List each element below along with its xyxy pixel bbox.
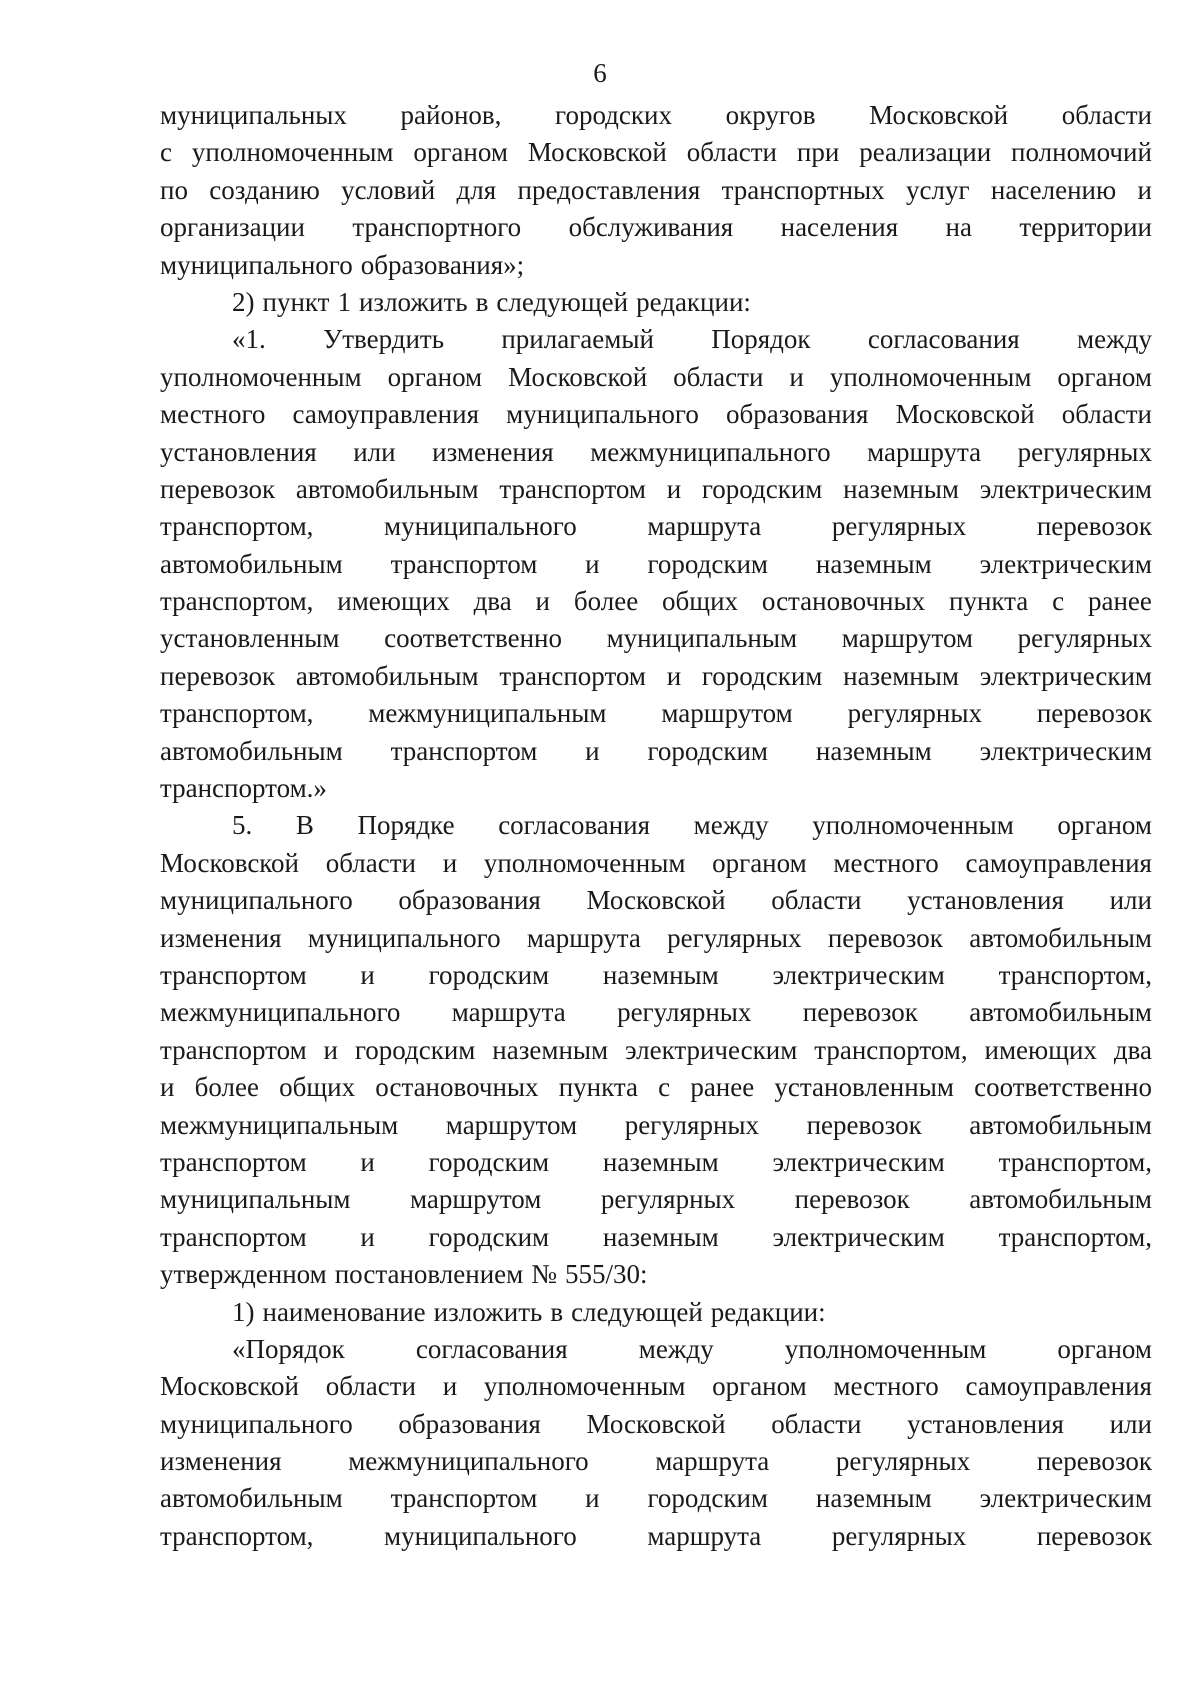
word: следующей — [496, 286, 629, 317]
word: изменения — [160, 922, 282, 953]
word: изложить — [358, 286, 468, 317]
text-line — [160, 807, 1152, 844]
word: уполномоченным — [784, 1333, 987, 1364]
word: в — [475, 286, 489, 317]
word: услуг — [906, 174, 970, 205]
word: городским — [647, 735, 769, 766]
word: пункта — [558, 1072, 638, 1103]
text-line — [160, 209, 1152, 246]
text-line — [160, 1443, 1152, 1480]
word: или — [1109, 885, 1152, 916]
word: области — [771, 885, 862, 916]
word: территории — [1019, 212, 1152, 243]
word: установленным — [774, 1072, 954, 1103]
word: маршрута — [647, 1520, 762, 1551]
text-line — [160, 733, 1152, 770]
word: электрическим — [979, 660, 1152, 691]
word: с — [1052, 586, 1065, 617]
word: Порядке — [357, 810, 455, 841]
word: межмуниципального — [348, 1446, 589, 1477]
word: два — [1113, 1034, 1152, 1065]
word: городским — [428, 1146, 550, 1177]
word: транспортом — [499, 660, 646, 691]
word: области — [1061, 399, 1152, 430]
word: согласования — [498, 810, 651, 841]
word: населения — [780, 212, 899, 243]
word: регулярных — [831, 1520, 967, 1551]
word: 1 — [337, 286, 351, 317]
word: местного — [833, 1371, 939, 1402]
text-line — [160, 583, 1152, 620]
word: следующей — [571, 1296, 703, 1327]
word: округов — [725, 100, 816, 130]
word: изменения — [160, 1446, 282, 1477]
text-line — [160, 994, 1152, 1031]
word: маршрутом — [410, 1184, 542, 1215]
word: наземным — [492, 1034, 609, 1065]
text-line — [160, 247, 1152, 284]
word: транспортом — [160, 1221, 307, 1252]
word: 2) — [232, 286, 255, 317]
word: соответственно — [974, 1072, 1152, 1103]
word: и — [666, 473, 682, 504]
word: при — [796, 137, 840, 168]
word: органом — [413, 137, 508, 168]
word: муниципального — [506, 399, 699, 430]
word: или — [353, 436, 396, 467]
text-line — [160, 1368, 1152, 1405]
word: пункта — [949, 586, 1029, 617]
word: городским — [428, 1221, 550, 1252]
text-line — [160, 1032, 1152, 1069]
word: муниципальным — [606, 623, 798, 654]
text-line — [160, 471, 1152, 508]
page-number: 6 — [593, 58, 607, 88]
word: перевозок — [806, 1109, 922, 1140]
word: с — [160, 137, 172, 168]
word: наземным — [815, 735, 932, 766]
word: регулярных — [1017, 623, 1152, 654]
word: перевозок — [1036, 698, 1152, 729]
word: и — [585, 548, 600, 579]
word: самоуправления — [292, 399, 479, 430]
word: маршрутом — [661, 698, 793, 729]
word: транспортом — [390, 735, 538, 766]
word: наземным — [815, 1483, 932, 1514]
word: обслуживания — [568, 212, 734, 243]
word: перевозок — [160, 660, 276, 691]
text-line — [160, 1219, 1152, 1256]
word: перевозок — [1036, 511, 1152, 542]
word: для — [456, 174, 497, 205]
text-line — [160, 284, 1152, 321]
text-line — [160, 1181, 1152, 1218]
word: и — [323, 1034, 338, 1065]
word: предоставления — [517, 174, 701, 205]
word: регулярных — [847, 698, 982, 729]
text-line — [160, 134, 1152, 171]
word: муниципального — [384, 1520, 577, 1551]
word: остановочных — [375, 1072, 539, 1103]
word: более — [194, 1072, 259, 1103]
word: автомобильным — [969, 1109, 1152, 1140]
word: области — [325, 1371, 416, 1402]
word: муниципального — [160, 1408, 353, 1439]
word: маршрута — [526, 922, 641, 953]
text-line — [160, 396, 1152, 433]
word: полномочий — [1011, 137, 1152, 168]
text-line — [160, 1144, 1152, 1181]
word: наземным — [843, 660, 959, 691]
word: 555/30: — [565, 1259, 648, 1290]
word: самоуправления — [965, 847, 1152, 878]
word: области — [771, 1408, 862, 1439]
text-line — [160, 1069, 1152, 1106]
word: Московской — [586, 1408, 726, 1439]
word: электрическим — [979, 735, 1152, 766]
word: ранее — [690, 1072, 755, 1103]
word: маршрута — [451, 997, 566, 1028]
word: автомобильным — [969, 922, 1152, 953]
text-line — [160, 97, 1152, 134]
text-line — [160, 1480, 1152, 1517]
word: Утвердить — [323, 324, 445, 355]
word: пункт — [262, 286, 330, 317]
word: общих — [662, 586, 739, 617]
text-line — [160, 359, 1152, 396]
word: 5. — [232, 810, 253, 841]
text-line — [160, 1331, 1152, 1368]
word: самоуправления — [965, 1371, 1152, 1402]
word: прилагаемый — [501, 324, 654, 355]
word: органом — [1057, 810, 1152, 841]
text-line — [160, 957, 1152, 994]
word: электрическим — [979, 473, 1152, 504]
word: уполномоченным — [812, 810, 1014, 841]
text-line — [160, 321, 1152, 358]
word: межмуниципальным — [368, 698, 607, 729]
word: Московской — [869, 100, 1009, 130]
word: «1. — [232, 324, 266, 355]
word: районов, — [400, 100, 502, 130]
word: или — [1109, 1408, 1152, 1439]
word: и — [666, 660, 682, 691]
word: органом — [387, 361, 483, 392]
word: межмуниципальным — [160, 1109, 399, 1140]
word: имеющих — [337, 586, 450, 617]
text-line — [160, 882, 1152, 919]
word: маршрута — [867, 436, 982, 467]
word: Порядок — [711, 324, 811, 355]
word: «Порядок — [232, 1333, 345, 1364]
word: постановлением — [334, 1259, 524, 1290]
word: Московской — [586, 885, 726, 916]
word: редакции: — [636, 286, 751, 317]
word: изменения — [432, 436, 554, 467]
text-line — [160, 845, 1152, 882]
word: муниципального — [160, 249, 353, 280]
word: автомобильным — [160, 735, 343, 766]
word: маршрута — [647, 511, 762, 542]
word: городским — [647, 548, 769, 579]
word: образования — [725, 399, 869, 430]
word: и — [1137, 174, 1152, 205]
word: регулярных — [617, 997, 752, 1028]
word: и — [360, 959, 375, 990]
word: населению — [990, 174, 1117, 205]
word: перевозок — [160, 473, 276, 504]
word: с — [658, 1072, 671, 1103]
word: созданию — [209, 174, 320, 205]
word: перевозок — [1036, 1446, 1152, 1477]
text-line — [160, 620, 1152, 657]
word: транспортом, — [160, 511, 314, 542]
word: органом — [712, 1371, 807, 1402]
word: уполномоченным — [483, 847, 686, 878]
word: Московской — [508, 361, 648, 392]
word: образования — [398, 1408, 541, 1439]
word: более — [573, 586, 639, 617]
word: электрическим — [625, 1034, 798, 1065]
word: согласования — [867, 324, 1020, 355]
text-line — [160, 1294, 1152, 1331]
word: утвержденном — [160, 1259, 327, 1290]
word: городским — [354, 1034, 476, 1065]
word: транспортом, — [160, 698, 314, 729]
text-line — [160, 695, 1152, 732]
word: условий — [341, 174, 436, 205]
word: и — [160, 1072, 175, 1103]
word: Московской — [895, 399, 1035, 430]
word: перевозок — [827, 922, 943, 953]
text-line — [160, 1406, 1152, 1443]
word: муниципального — [307, 922, 501, 953]
word: области — [673, 361, 764, 392]
word: регулярных — [1017, 436, 1152, 467]
word: городским — [647, 1483, 769, 1514]
word: и — [585, 735, 600, 766]
word: городским — [428, 959, 550, 990]
word: установления — [160, 436, 317, 467]
word: и — [360, 1221, 375, 1252]
word: 1) — [232, 1296, 255, 1327]
word: регулярных — [835, 1446, 971, 1477]
word: № — [531, 1259, 557, 1290]
word: местного — [833, 847, 939, 878]
word: электрическим — [772, 959, 945, 990]
word: установленным — [160, 623, 340, 654]
word: регулярных — [624, 1109, 760, 1140]
word: уполномоченным — [483, 1371, 686, 1402]
word: межмуниципального — [590, 436, 831, 467]
word: транспортных — [721, 174, 885, 205]
word: муниципальных — [160, 100, 347, 130]
word: области — [1061, 100, 1152, 130]
word: маршрутом — [841, 623, 974, 654]
word: городским — [701, 473, 823, 504]
word: наземным — [843, 473, 959, 504]
word: транспортом, — [998, 1221, 1152, 1252]
word: автомобильным — [969, 997, 1152, 1028]
word: области — [686, 137, 777, 168]
word: транспортом, — [998, 1146, 1152, 1177]
word: и — [442, 847, 458, 878]
word: остановочных — [761, 586, 926, 617]
word: автомобильным — [295, 660, 479, 691]
word: образования»; — [360, 249, 525, 280]
word: транспортом — [390, 548, 538, 579]
word: Московской — [160, 1371, 300, 1402]
word: установления — [907, 1408, 1064, 1439]
text-line — [160, 1107, 1152, 1144]
text-line — [160, 508, 1152, 545]
text-line — [160, 172, 1152, 209]
word: соответственно — [384, 623, 562, 654]
word: транспортом.» — [160, 773, 327, 804]
word: ранее — [1088, 586, 1152, 617]
word: транспортом, — [160, 586, 314, 617]
text-line — [160, 920, 1152, 957]
document-body — [160, 97, 1152, 1555]
word: органом — [1057, 361, 1152, 392]
word: реализации — [859, 137, 992, 168]
word: установления — [907, 885, 1064, 916]
text-line — [160, 1518, 1152, 1555]
text-line — [160, 546, 1152, 583]
word: Московской — [527, 137, 667, 168]
word: транспортом — [499, 473, 646, 504]
word: и — [535, 586, 550, 617]
word: электрическим — [772, 1146, 945, 1177]
word: между — [693, 810, 769, 841]
word: наименование — [262, 1296, 426, 1327]
word: наземным — [602, 959, 719, 990]
word: межмуниципального — [160, 997, 401, 1028]
text-line — [160, 1256, 1152, 1293]
word: транспортного — [352, 212, 522, 243]
text-line — [160, 770, 1152, 807]
word: два — [473, 586, 512, 617]
word: муниципального — [384, 511, 577, 542]
word: в — [550, 1296, 564, 1327]
word: и — [360, 1146, 375, 1177]
word: на — [945, 212, 972, 243]
word: регулярных — [600, 1184, 736, 1215]
text-line — [160, 658, 1152, 695]
word: между — [638, 1333, 714, 1364]
word: автомобильным — [969, 1184, 1152, 1215]
word: электрическим — [979, 1483, 1152, 1514]
word: по — [160, 174, 188, 205]
word: автомобильным — [295, 473, 479, 504]
word: автомобильным — [160, 1483, 343, 1514]
word: между — [1077, 324, 1152, 355]
word: органом — [712, 847, 807, 878]
word: автомобильным — [160, 548, 343, 579]
word: городским — [701, 660, 823, 691]
word: области — [325, 847, 416, 878]
word: маршрутом — [445, 1109, 578, 1140]
word: электрическим — [979, 548, 1152, 579]
word: электрическим — [772, 1221, 945, 1252]
text-line — [160, 434, 1152, 471]
word: перевозок — [794, 1184, 910, 1215]
word: наземным — [602, 1146, 719, 1177]
word: транспортом, — [998, 959, 1152, 990]
word: транспортом, — [814, 1034, 968, 1065]
word: транспортом — [390, 1483, 538, 1514]
word: общих — [279, 1072, 356, 1103]
word: редакции: — [710, 1296, 826, 1327]
word: согласования — [415, 1333, 568, 1364]
word: регулярных — [667, 922, 802, 953]
word: и — [442, 1371, 458, 1402]
word: перевозок — [1036, 1520, 1152, 1551]
word: муниципальным — [160, 1184, 351, 1215]
word: уполномоченным — [829, 361, 1032, 392]
word: органом — [1057, 1333, 1152, 1364]
word: транспортом — [160, 1146, 307, 1177]
word: изложить — [433, 1296, 543, 1327]
word: перевозок — [802, 997, 918, 1028]
word: транспортом — [160, 1034, 307, 1065]
word: уполномоченным — [191, 137, 394, 168]
word: регулярных — [831, 511, 967, 542]
word: В — [295, 810, 314, 841]
word: маршрута — [655, 1446, 770, 1477]
word: имеющих — [984, 1034, 1097, 1065]
word: образования — [398, 885, 541, 916]
word: наземным — [815, 548, 932, 579]
word: уполномоченным — [160, 361, 362, 392]
word: и — [585, 1483, 600, 1514]
word: муниципального — [160, 885, 353, 916]
word: и — [789, 361, 804, 392]
word: Московской — [160, 847, 300, 878]
word: организации — [160, 212, 305, 243]
word: транспортом, — [160, 1520, 314, 1551]
word: транспортом — [160, 959, 307, 990]
word: наземным — [602, 1221, 719, 1252]
word: городских — [555, 100, 672, 130]
word: местного — [160, 399, 266, 430]
